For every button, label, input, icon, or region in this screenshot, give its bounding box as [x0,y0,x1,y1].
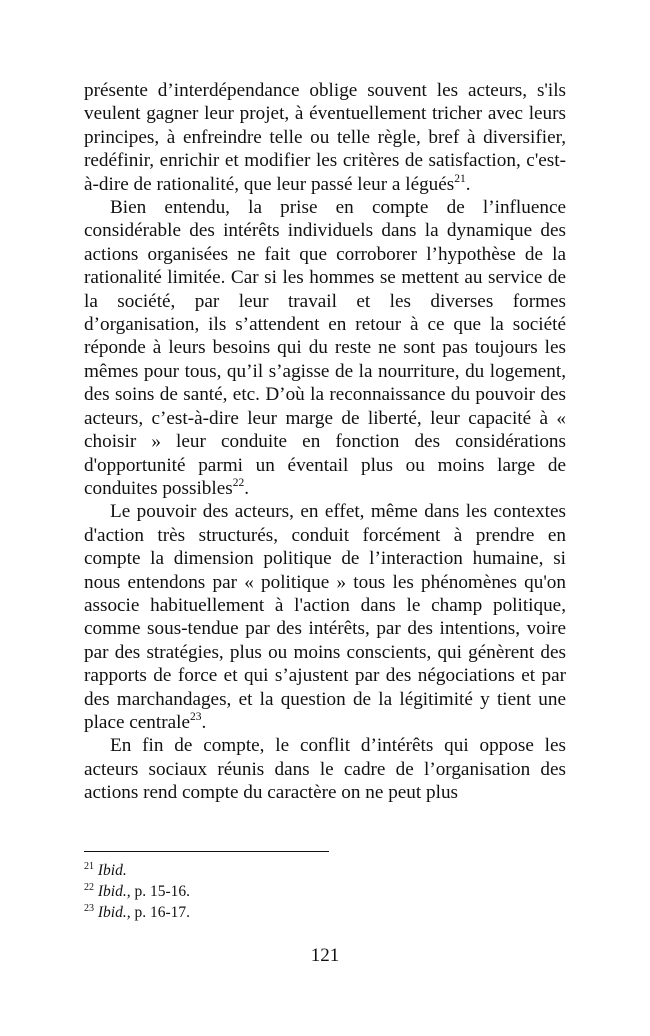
paragraph-4-text: En fin de compte, le conflit d’intérêts qui oppose les acteurs sociaux réunis dans le cadre de l’organisation des actions rend compte du caractère on ne peut plus [84,735,566,804]
body-text [84,79,566,805]
footnote-number: 23 [84,903,94,914]
footnote-reference: Ibid., [97,883,131,900]
footnote-reference: Ibid. [97,862,127,879]
paragraph-3-end: . [201,711,207,733]
page-number: 121 [310,945,340,966]
paragraph-1-text: présente d’interdépendance oblige souvent les acteurs, s'ils veulent gagner leur projet, à éventuellement tricher avec leurs principes, à enfreindre telle ou telle règle, bref à diversifier, redéfinir, enrichir et modifier les critères de satisfaction, c'est-à-dire de rationalité, que leur passé leur a légués [84,80,566,195]
paragraph-1 [84,79,566,196]
paragraph-2-text: Bien entendu, la prise en compte de l’influence considérable des intérêts individuels dans la dynamique des actions organisées ne fait que corroborer l’hypothèse de la rationalité limitée. Car si les hommes se mettent au service de la société, par leur travail et les diverses formes d’organisation, ils s’attendent en retour à ce que la société réponde à leurs besoins qui du reste ne sont pas toujours les mêmes pour tous, qu’il s’agisse de la nourriture, du logement, des soins de santé, etc. D’où la reconnaissance du pouvoir des acteurs, c’est-à-dire leur marge de liberté, leur capacité à « choisir » leur conduite en fonction des considérations d'opportunité parmi un éventail plus ou moins large de conduites possibles [84,197,566,499]
paragraph-2 [84,196,566,500]
footnote-number: 21 [84,861,94,872]
footnote-23 [84,902,566,923]
footnote-21 [84,860,566,881]
footnote-ref-22[interactable]: 22 [232,476,245,489]
footnote-ref-21[interactable]: 21 [454,172,466,185]
footnote-pages: p. 15-16. [130,883,191,900]
paragraph-3-text: Le pouvoir des acteurs, en effet, même dans les contextes d'action très structurés, conduit forcément à prendre en compte la dimension politique de l’interaction humaine, si nous entendons par « politique » tous les phénomènes qu'on associe habituellement à l'action dans le champ politique, comme sous-tendue par des intérêts, par des intentions, voire par des stratégies, plus ou moins conscients, qui génèrent des rapports de force et qui s’ajustent par des négociations et par des marchandages, et la question de la légitimité y tient une place centrale [84,501,566,733]
paragraph-3 [84,500,566,734]
footnote-separator [84,851,329,852]
footnote-pages: p. 16-17. [130,904,191,921]
footnote-reference: Ibid., [97,904,131,921]
paragraph-2-end: . [244,477,249,499]
paragraph-1-end: . [465,173,471,195]
paragraph-4 [84,734,566,804]
footnote-22 [84,881,566,902]
footnote-ref-23[interactable]: 23 [189,710,202,723]
footnote-number: 22 [84,882,94,893]
footnotes [84,860,566,923]
